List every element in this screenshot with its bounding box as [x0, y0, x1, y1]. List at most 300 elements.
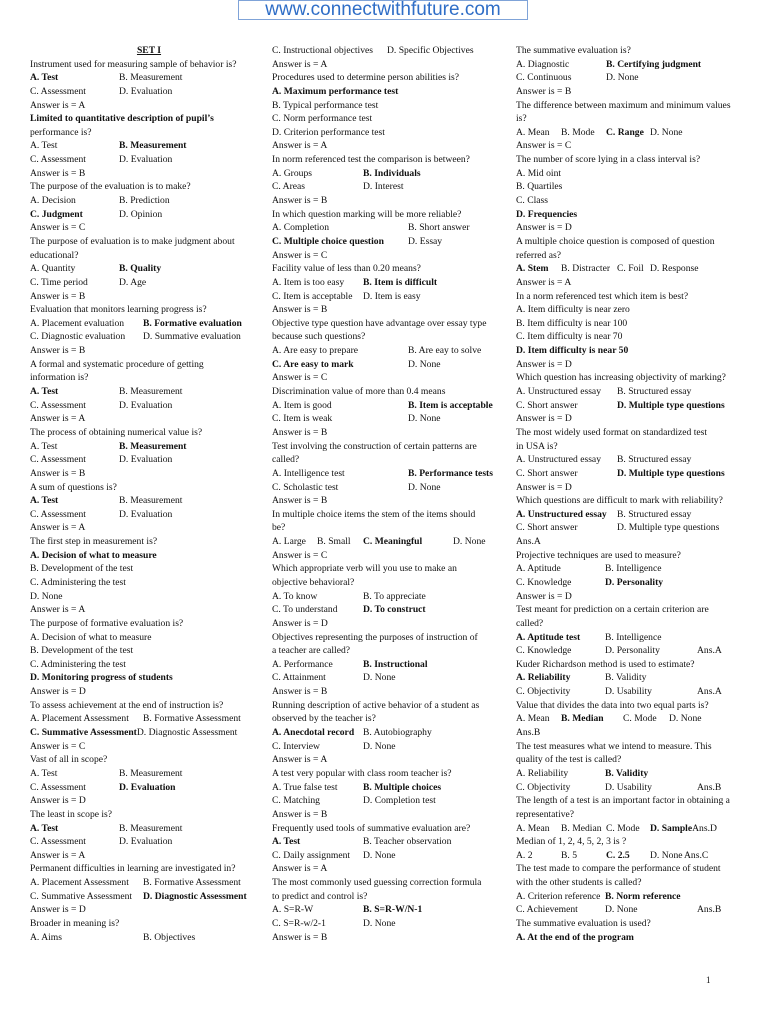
- text-segment: with the other students is called?: [516, 877, 642, 889]
- text-segment: Answer is = D: [272, 617, 328, 629]
- answer-highlight: D. Multiple type questions: [617, 467, 725, 479]
- text-line: [272, 603, 512, 617]
- text-line: [30, 167, 268, 181]
- text-line: [272, 822, 512, 836]
- text-segment: A. Unstructured essay: [516, 386, 601, 398]
- text-segment: information is?: [30, 372, 89, 384]
- text-segment: quality of the test is called?: [516, 754, 622, 766]
- text-line: [272, 180, 512, 194]
- answer-highlight: D. Sample: [650, 822, 693, 834]
- text-line: [272, 208, 512, 222]
- text-segment: B. Measurement: [119, 822, 183, 834]
- text-segment: Which appropriate verb will you use to make an: [272, 563, 457, 575]
- text-segment: C. Interview: [272, 740, 320, 752]
- text-segment: A. Large: [272, 536, 306, 548]
- text-line: [516, 562, 752, 576]
- text-line: [516, 440, 752, 454]
- text-segment: A. Mean: [516, 713, 550, 725]
- answer-highlight: C. Summative Assessment: [30, 727, 137, 739]
- text-segment: D. Response: [650, 263, 699, 275]
- answer-highlight: B. Performance tests: [408, 467, 493, 479]
- text-segment: A formal and systematic procedure of getting: [30, 358, 204, 370]
- text-segment: C. Diagnostic evaluation: [30, 331, 126, 343]
- text-segment: C. Assessment: [30, 85, 86, 97]
- text-segment: Test involving the construction of certain patterns are: [272, 440, 477, 452]
- text-segment: The most widely used format on standardized test: [516, 426, 708, 438]
- text-line: [516, 699, 752, 713]
- text-line: [30, 194, 268, 208]
- text-segment: Answer is = D: [30, 904, 86, 916]
- text-segment: Which question has increasing objectivity of marking?: [516, 372, 726, 384]
- text-segment: performance is?: [30, 126, 92, 138]
- answer-highlight: A. Test: [30, 72, 59, 84]
- text-segment: B. Formative Assessment: [143, 877, 241, 889]
- text-line: [30, 508, 268, 522]
- text-segment: Answer is = C: [272, 372, 328, 384]
- text-segment: B. To appreciate: [363, 590, 426, 602]
- text-segment: A. Diagnostic: [516, 58, 570, 70]
- text-line: [30, 576, 268, 590]
- text-segment: A. Unstructured essay: [516, 454, 601, 466]
- text-line: [30, 658, 268, 672]
- text-line: [272, 99, 512, 113]
- text-segment: B. Small: [317, 536, 351, 548]
- text-segment: Projective techniques are used to measure?: [516, 549, 681, 561]
- text-line: [516, 508, 752, 522]
- text-segment: D. None: [30, 590, 63, 602]
- text-segment: representative?: [516, 808, 575, 820]
- text-segment: The purpose of the evaluation is to make?: [30, 181, 191, 193]
- text-line: [272, 876, 512, 890]
- text-segment: D. Evaluation: [119, 154, 173, 166]
- text-line: [30, 262, 268, 276]
- text-line: [516, 303, 752, 317]
- text-line: [30, 931, 268, 945]
- text-segment: B. Structured essay: [617, 454, 692, 466]
- answer-highlight: D. Multiple type questions: [617, 399, 725, 411]
- text-segment: D. Essay: [408, 235, 443, 247]
- text-segment: Answer is = B: [30, 167, 86, 179]
- answer-highlight: B. Median: [561, 713, 604, 725]
- text-segment: B. Teacher observation: [363, 836, 452, 848]
- text-segment: C. Instructional objectives: [272, 45, 373, 56]
- text-segment: A multiple choice question is composed of question: [516, 235, 715, 247]
- text-line: [516, 535, 752, 549]
- text-segment: D. Evaluation: [119, 85, 173, 97]
- answer-highlight: C. Are easy to mark: [272, 358, 354, 370]
- text-segment: B. Prediction: [119, 195, 170, 207]
- text-line: [30, 412, 268, 426]
- text-line: [516, 671, 752, 685]
- text-segment: A. Placement Assessment: [30, 877, 129, 889]
- text-segment: A. Reliability: [516, 767, 569, 779]
- text-segment: Answer is = C: [272, 549, 328, 561]
- text-line: [272, 153, 512, 167]
- text-segment: Answer is = B: [30, 290, 86, 302]
- text-line: [516, 603, 752, 617]
- text-segment: C. Class: [516, 195, 548, 207]
- text-line: [30, 208, 268, 222]
- text-segment: D. None: [669, 713, 702, 725]
- text-line: [272, 426, 512, 440]
- text-line: [516, 808, 752, 822]
- text-line: [516, 617, 752, 631]
- text-segment: C. Administering the test: [30, 576, 126, 588]
- text-segment: Answer is = A: [30, 522, 86, 534]
- text-line: [516, 876, 752, 890]
- text-segment: D. None: [650, 849, 683, 861]
- text-line: [516, 903, 752, 917]
- text-segment: C. Achievement: [516, 904, 578, 916]
- answer-highlight: B. Individuals: [363, 167, 421, 179]
- text-line: [516, 494, 752, 508]
- text-line: [516, 467, 752, 481]
- text-segment: A. 2: [516, 849, 533, 861]
- text-line: [30, 399, 268, 413]
- text-segment: A. Test: [30, 767, 58, 779]
- text-line: [30, 494, 268, 508]
- text-line: [516, 180, 752, 194]
- text-segment: Answer is = A: [272, 58, 328, 70]
- text-segment: Answer is = A: [272, 754, 328, 766]
- text-line: [30, 822, 268, 836]
- text-segment: B. Development of the test: [30, 645, 134, 657]
- answer-highlight: A. Test: [30, 822, 59, 834]
- text-segment: A. Aptitude: [516, 563, 561, 575]
- text-segment: A. Intelligence test: [272, 467, 345, 479]
- text-segment: objective behavioral?: [272, 576, 355, 588]
- text-line: [516, 58, 752, 72]
- text-line: [30, 726, 268, 740]
- text-segment: D. Completion test: [363, 795, 436, 807]
- answer-highlight: A. At the end of the program: [516, 931, 634, 943]
- text-line: [516, 167, 752, 181]
- text-line: [30, 358, 268, 372]
- text-segment: D. Opinion: [119, 208, 163, 220]
- text-segment: A. Criterion reference: [516, 890, 601, 902]
- text-segment: C. Assessment: [30, 154, 86, 166]
- text-line: [516, 740, 752, 754]
- text-line: [516, 99, 752, 113]
- text-segment: A. Test: [30, 440, 58, 452]
- text-segment: C. Time period: [30, 276, 88, 288]
- text-line: [516, 576, 752, 590]
- text-line: [516, 235, 752, 249]
- text-segment: C. Scholastic test: [272, 481, 339, 493]
- text-segment: Evaluation that monitors learning progress is?: [30, 304, 207, 316]
- text-line: [30, 781, 268, 795]
- text-segment: Answer is = D: [516, 590, 572, 602]
- text-segment: Answer is = D: [516, 358, 572, 370]
- text-line: [516, 658, 752, 672]
- text-segment: The number of score lying in a class interval is?: [516, 154, 701, 166]
- text-segment: A. Item difficulty is near zero: [516, 304, 630, 316]
- text-segment: B. Structured essay: [617, 386, 692, 398]
- text-segment: Answer is = B: [272, 304, 328, 316]
- answer-highlight: A. Aptitude test: [516, 631, 581, 643]
- text-line: [30, 712, 268, 726]
- answer-highlight: D. Item difficulty is near 50: [516, 345, 629, 357]
- text-line: [30, 467, 268, 481]
- text-line: [272, 139, 512, 153]
- text-line: [30, 71, 268, 85]
- text-segment: C. Mode: [606, 822, 640, 834]
- answer-highlight: B. Formative evaluation: [143, 317, 242, 329]
- text-line: [272, 85, 512, 99]
- text-segment: C. Administering the test: [30, 658, 126, 670]
- text-segment: In which question marking will be more reliable?: [272, 208, 462, 220]
- text-segment: A. Groups: [272, 167, 312, 179]
- text-segment: D. Evaluation: [119, 508, 173, 520]
- text-segment: Running description of active behavior of a student as: [272, 699, 480, 711]
- text-line: [516, 262, 752, 276]
- text-line: [272, 712, 512, 726]
- text-line: [30, 590, 268, 604]
- text-segment: in USA is?: [516, 440, 558, 452]
- text-line: [272, 781, 512, 795]
- text-segment: A. Test: [30, 140, 58, 152]
- text-segment: In norm referenced test the comparison is between?: [272, 154, 470, 166]
- text-line: [272, 890, 512, 904]
- text-line: [272, 903, 512, 917]
- answer-highlight: B. Multiple choices: [363, 781, 442, 793]
- text-line: [272, 849, 512, 863]
- text-line: [30, 440, 268, 454]
- text-line: [272, 835, 512, 849]
- text-line: [516, 862, 752, 876]
- answer-highlight: B. Quality: [119, 263, 162, 275]
- text-line: [30, 644, 268, 658]
- text-segment: A. Completion: [272, 222, 330, 234]
- text-line: [516, 917, 752, 931]
- answer-highlight: B. Norm reference: [605, 890, 681, 902]
- text-line: [30, 112, 268, 126]
- text-segment: B. 5: [561, 849, 577, 861]
- text-segment: D. None: [650, 126, 683, 138]
- text-line: [272, 699, 512, 713]
- text-line: [272, 740, 512, 754]
- text-segment: C. Areas: [272, 181, 306, 193]
- text-segment: B. Objectives: [143, 931, 196, 943]
- text-segment: Answer is = D: [516, 413, 572, 425]
- text-segment: Answer is = D: [30, 795, 86, 807]
- text-segment: C. Summative Assessment: [30, 890, 133, 902]
- text-line: [30, 330, 268, 344]
- answer-highlight: B. Validity: [605, 767, 649, 779]
- text-segment: Answer is = A: [272, 863, 328, 875]
- text-line: [30, 562, 268, 576]
- text-segment: C. Short answer: [516, 467, 578, 479]
- answer-highlight: D. Personality: [605, 576, 664, 588]
- text-segment: The length of a test is an important factor in obtaining a: [516, 795, 730, 807]
- text-line: [516, 822, 752, 836]
- text-segment: A. Mean: [516, 126, 550, 138]
- text-line: [516, 685, 752, 699]
- text-segment: C. Assessment: [30, 399, 86, 411]
- text-line: [272, 262, 512, 276]
- text-segment: Median of 1, 2, 4, 5, 2, 3 is ?: [516, 836, 627, 848]
- text-line: [272, 303, 512, 317]
- text-line: [272, 753, 512, 767]
- text-line: [30, 385, 268, 399]
- text-segment: The summative evaluation is used?: [516, 918, 651, 929]
- text-line: [516, 71, 752, 85]
- text-segment: B. Are eay to solve: [408, 345, 482, 357]
- text-segment: B. Autobiography: [363, 727, 432, 739]
- text-line: [272, 617, 512, 631]
- text-line: [30, 371, 268, 385]
- text-line: [272, 549, 512, 563]
- text-line: [272, 44, 512, 58]
- column-2: [272, 44, 512, 944]
- text-segment: C. Attainment: [272, 672, 326, 684]
- text-segment: because such questions?: [272, 331, 366, 343]
- text-segment: The difference between maximum and minimum values: [516, 99, 731, 111]
- text-segment: Answer is = C: [30, 222, 86, 234]
- answer-highlight: A. Test: [30, 495, 59, 507]
- text-line: [272, 658, 512, 672]
- text-line: [272, 685, 512, 699]
- text-segment: In a norm referenced test which item is best?: [516, 290, 689, 302]
- text-line: [30, 153, 268, 167]
- text-line: [272, 494, 512, 508]
- text-segment: Ans.C: [684, 849, 709, 861]
- text-segment: Value that divides the data into two equal parts is?: [516, 699, 709, 711]
- text-line: [272, 467, 512, 481]
- text-line: [272, 726, 512, 740]
- text-segment: C. Assessment: [30, 508, 86, 520]
- text-segment: Ans.A: [516, 536, 541, 548]
- text-line: [516, 371, 752, 385]
- answer-highlight: B. S=R-W/N-1: [363, 904, 423, 916]
- text-line: [516, 767, 752, 781]
- text-line: [272, 290, 512, 304]
- text-segment: C. Assessment: [30, 781, 86, 793]
- text-line: [272, 358, 512, 372]
- text-segment: Answer is = D: [30, 686, 86, 698]
- text-line: [30, 794, 268, 808]
- text-line: [272, 71, 512, 85]
- answer-highlight: C. 2.5: [606, 849, 630, 861]
- text-segment: D. None: [363, 740, 396, 752]
- text-line: [30, 521, 268, 535]
- text-segment: The test measures what we intend to measure. This: [516, 740, 712, 752]
- text-segment: C. Objectivity: [516, 686, 571, 698]
- text-segment: A. Placement Assessment: [30, 713, 129, 725]
- page-number: 1: [706, 975, 711, 985]
- text-segment: be?: [272, 522, 286, 534]
- text-line: [30, 317, 268, 331]
- site-header-box: [238, 0, 528, 20]
- text-line: [30, 344, 268, 358]
- text-line: [30, 221, 268, 235]
- text-line: [516, 890, 752, 904]
- text-segment: A. Item is too easy: [272, 276, 345, 288]
- text-segment: A. Are easy to prepare: [272, 345, 359, 357]
- text-segment: C. S=R-w/2-1: [272, 918, 326, 929]
- text-line: [30, 603, 268, 617]
- text-segment: Vast of all in scope?: [30, 754, 108, 766]
- text-segment: to predict and control is?: [272, 890, 368, 902]
- text-line: [516, 344, 752, 358]
- text-segment: Answer is = B: [30, 467, 86, 479]
- text-segment: D. Summative evaluation: [143, 331, 241, 343]
- text-line: [30, 85, 268, 99]
- text-line: [30, 276, 268, 290]
- text-segment: Answer is = B: [516, 85, 572, 97]
- text-segment: Which questions are difficult to mark with reliability?: [516, 495, 723, 507]
- text-segment: B. Measurement: [119, 767, 183, 779]
- text-line: [272, 112, 512, 126]
- text-segment: A. Aims: [30, 931, 62, 943]
- text-segment: Kuder Richardson method is used to estimate?: [516, 658, 695, 670]
- text-line: [30, 481, 268, 495]
- text-segment: Answer is = D: [516, 222, 572, 234]
- answer-highlight: A. Maximum performance test: [272, 85, 399, 97]
- text-line: [516, 835, 752, 849]
- text-segment: Ans.A: [697, 686, 722, 698]
- text-segment: referred as?: [516, 249, 561, 261]
- text-segment: D. None: [408, 358, 441, 370]
- text-segment: The most commonly used guessing correction formula: [272, 877, 482, 889]
- text-line: [30, 849, 268, 863]
- text-line: [516, 399, 752, 413]
- text-line: [272, 194, 512, 208]
- text-segment: A. Decision: [30, 195, 76, 207]
- text-line: [272, 767, 512, 781]
- text-segment: A. S=R-W: [272, 904, 314, 916]
- text-line: [30, 631, 268, 645]
- text-line: [516, 194, 752, 208]
- text-line: [30, 685, 268, 699]
- text-segment: Answer is = A: [516, 276, 572, 288]
- text-segment: B. Typical performance test: [272, 99, 379, 111]
- text-segment: SET I: [136, 45, 162, 56]
- answer-highlight: D. To construct: [363, 604, 426, 616]
- text-segment: Answer is = C: [272, 249, 328, 261]
- text-segment: B. Validity: [605, 672, 647, 684]
- text-segment: Answer is = B: [272, 686, 328, 698]
- text-line: [516, 849, 752, 863]
- text-line: [30, 139, 268, 153]
- text-segment: Procedures used to determine person abilities is?: [272, 72, 460, 84]
- text-segment: A. Decision of what to measure: [30, 631, 152, 643]
- text-line: [516, 481, 752, 495]
- answer-highlight: A. Anecdotal record: [272, 727, 355, 739]
- text-segment: A sum of questions is?: [30, 481, 117, 493]
- text-line: [516, 317, 752, 331]
- text-segment: B. Median: [561, 822, 602, 834]
- text-segment: A. To know: [272, 590, 318, 602]
- text-line: [516, 358, 752, 372]
- answer-highlight: Limited to quantitative description of pupil’s: [30, 113, 214, 125]
- text-segment: C. Foil: [617, 263, 644, 275]
- text-segment: D. Diagnostic Assessment: [136, 727, 238, 739]
- answer-highlight: A. Reliability: [516, 672, 571, 684]
- text-line: [272, 671, 512, 685]
- text-line: [516, 221, 752, 235]
- text-segment: D. None: [363, 849, 396, 861]
- text-line: [516, 753, 752, 767]
- text-segment: C. Knowledge: [516, 576, 572, 588]
- text-segment: Answer is = A: [30, 413, 86, 425]
- text-line: [272, 440, 512, 454]
- answer-highlight: D. Evaluation: [119, 781, 176, 793]
- text-segment: B. Formative Assessment: [143, 713, 241, 725]
- text-segment: Discrimination value of more than 0.4 means: [272, 386, 446, 398]
- text-segment: called?: [516, 617, 544, 629]
- text-segment: C. Item difficulty is near 70: [516, 331, 623, 343]
